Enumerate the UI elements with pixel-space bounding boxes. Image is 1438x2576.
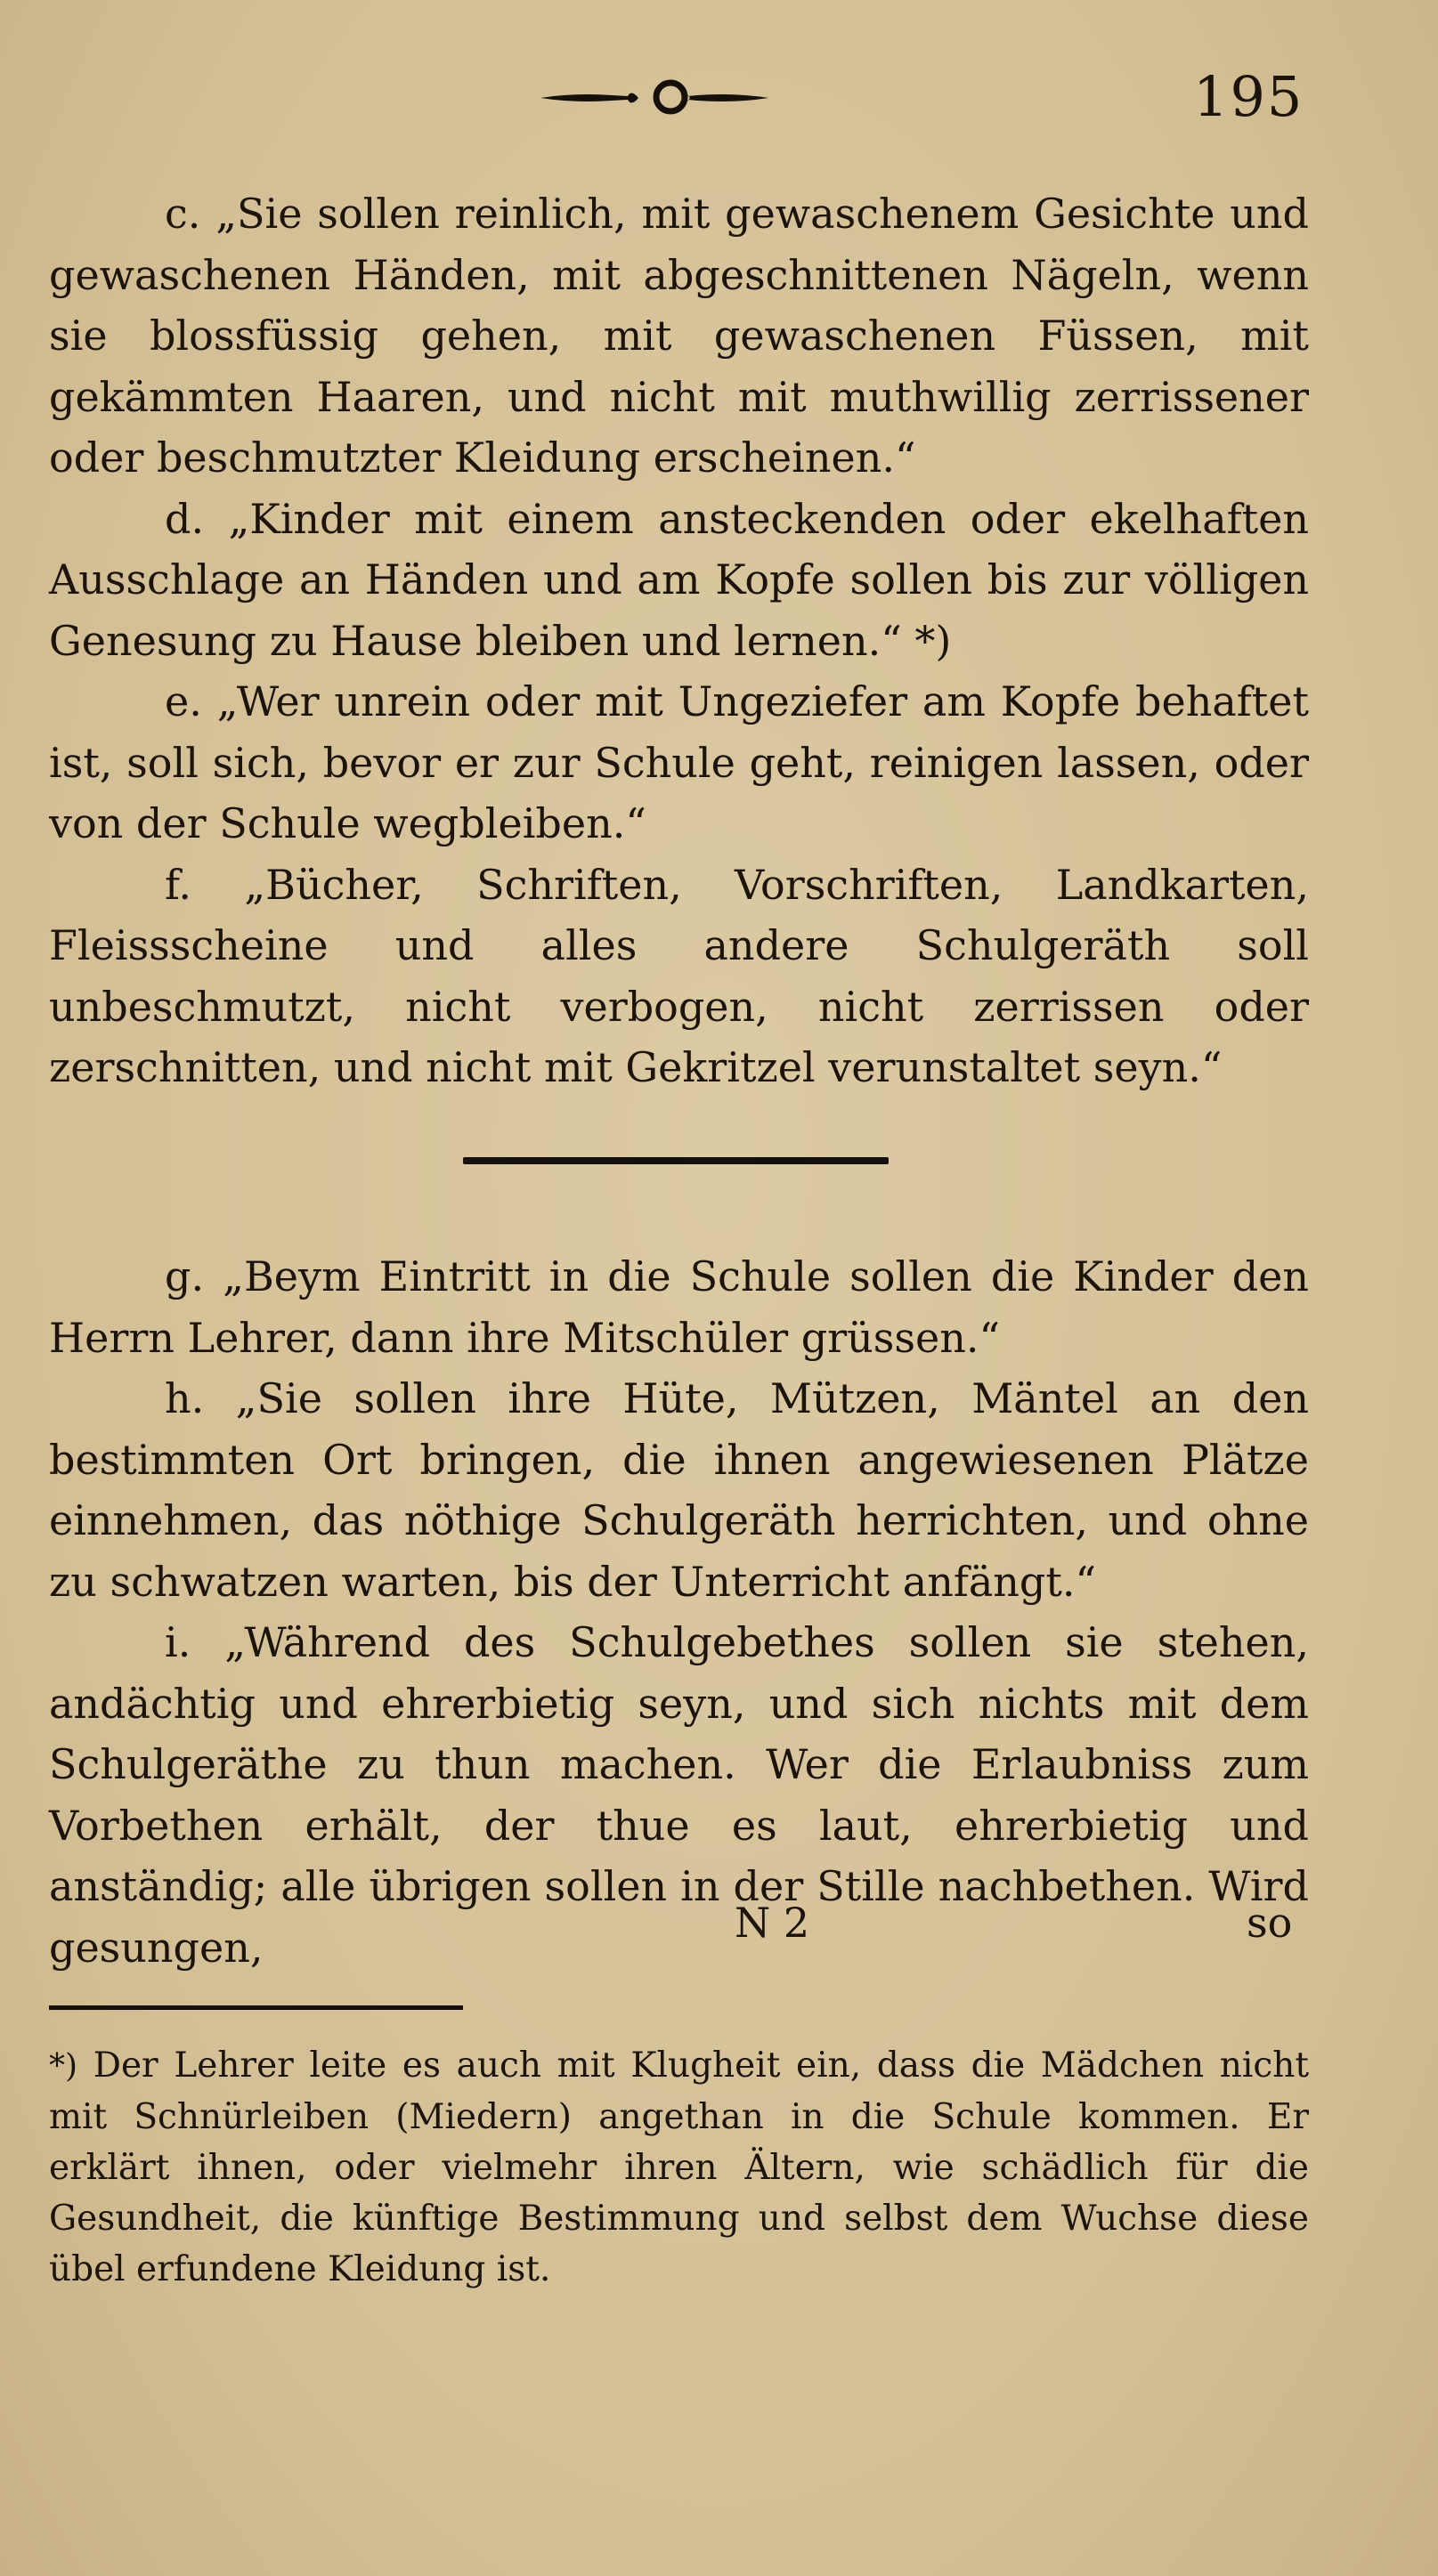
footnote-divider <box>49 2005 463 2010</box>
signature-line <box>49 1891 1309 1954</box>
footnote-text: Der Lehrer leite es auch mit Klugheit ein, dass die Mädchen nicht mit Schnürleiben (Miedern) angethan in die Schule kommen. Er erklärt ihnen, oder vielmehr ihren Ältern, wie schädlich für die Gesundheit, die künftige Bestimmung und selbst dem Wuchse diese übel erfundene Kleidung ist. <box>49 2045 1309 2289</box>
paragraph-d: d. „Kinder mit einem ansteckenden oder ekelhaften Ausschlage an Händen und am Kopfe sollen bis zur völligen Genesung zu Hause bleiben und lernen.“ *) <box>49 494 1309 665</box>
text-block-upper <box>49 183 1309 1098</box>
footnote-marker: *) <box>49 2048 78 2085</box>
paragraph-c: c. „Sie sollen reinlich, mit gewaschenem Gesichte und gewaschenen Händen, mit abgeschnittenen Nägeln, wenn sie blossfüssig gehen, mit gewaschenen Füssen, mit gekämmten Haaren, und nicht mit muthwillig zerrissener oder beschmutzter Kleidung erscheinen.“ <box>49 190 1309 482</box>
section-divider <box>463 1157 889 1164</box>
paragraph-i: i. „Während des Schulgebethes sollen sie stehen, andächtig und ehrerbietig seyn, und sich nichts mit dem Schulgeräthe zu thun machen. Wer die Erlaubniss zum Vorbethen erhält, der thue es laut, ehrerbietig und anständig; alle übrigen sollen in der Stille nachbethen. Wird gesungen, <box>49 1618 1309 1972</box>
paragraph-g: g. „Beym Eintritt in die Schule sollen die Kinder den Herrn Lehrer, dann ihre Mitschüler grüssen.“ <box>49 1252 1309 1362</box>
catchword: so <box>1247 1899 1293 1947</box>
paragraph-e: e. „Wer unrein oder mit Ungeziefer am Kopfe behaftet ist, soll sich, bevor er zur Schule geht, reinigen lassen, oder von der Schule wegbleiben.“ <box>49 677 1309 847</box>
header-ornament-icon <box>539 71 770 125</box>
text-block-lower <box>49 1246 1309 1978</box>
signature-mark: N 2 <box>735 1899 810 1947</box>
paragraph-f: f. „Bücher, Schriften, Vorschriften, Landkarten, Fleissscheine und alles andere Schulgeräth soll unbeschmutzt, nicht verbogen, nicht zerrissen oder zerschnitten, und nicht mit Gekritzel verunstaltet seyn.“ <box>49 860 1309 1091</box>
paragraph-h: h. „Sie sollen ihre Hüte, Mützen, Mäntel an den bestimmten Ort bringen, die ihnen angewiesenen Plätze einnehmen, das nöthige Schulgeräth herrichten, und ohne zu schwatzen warten, bis der Unterricht anfängt.“ <box>49 1374 1309 1606</box>
footnote <box>49 2040 1309 2295</box>
page-number: 195 <box>1193 64 1304 129</box>
